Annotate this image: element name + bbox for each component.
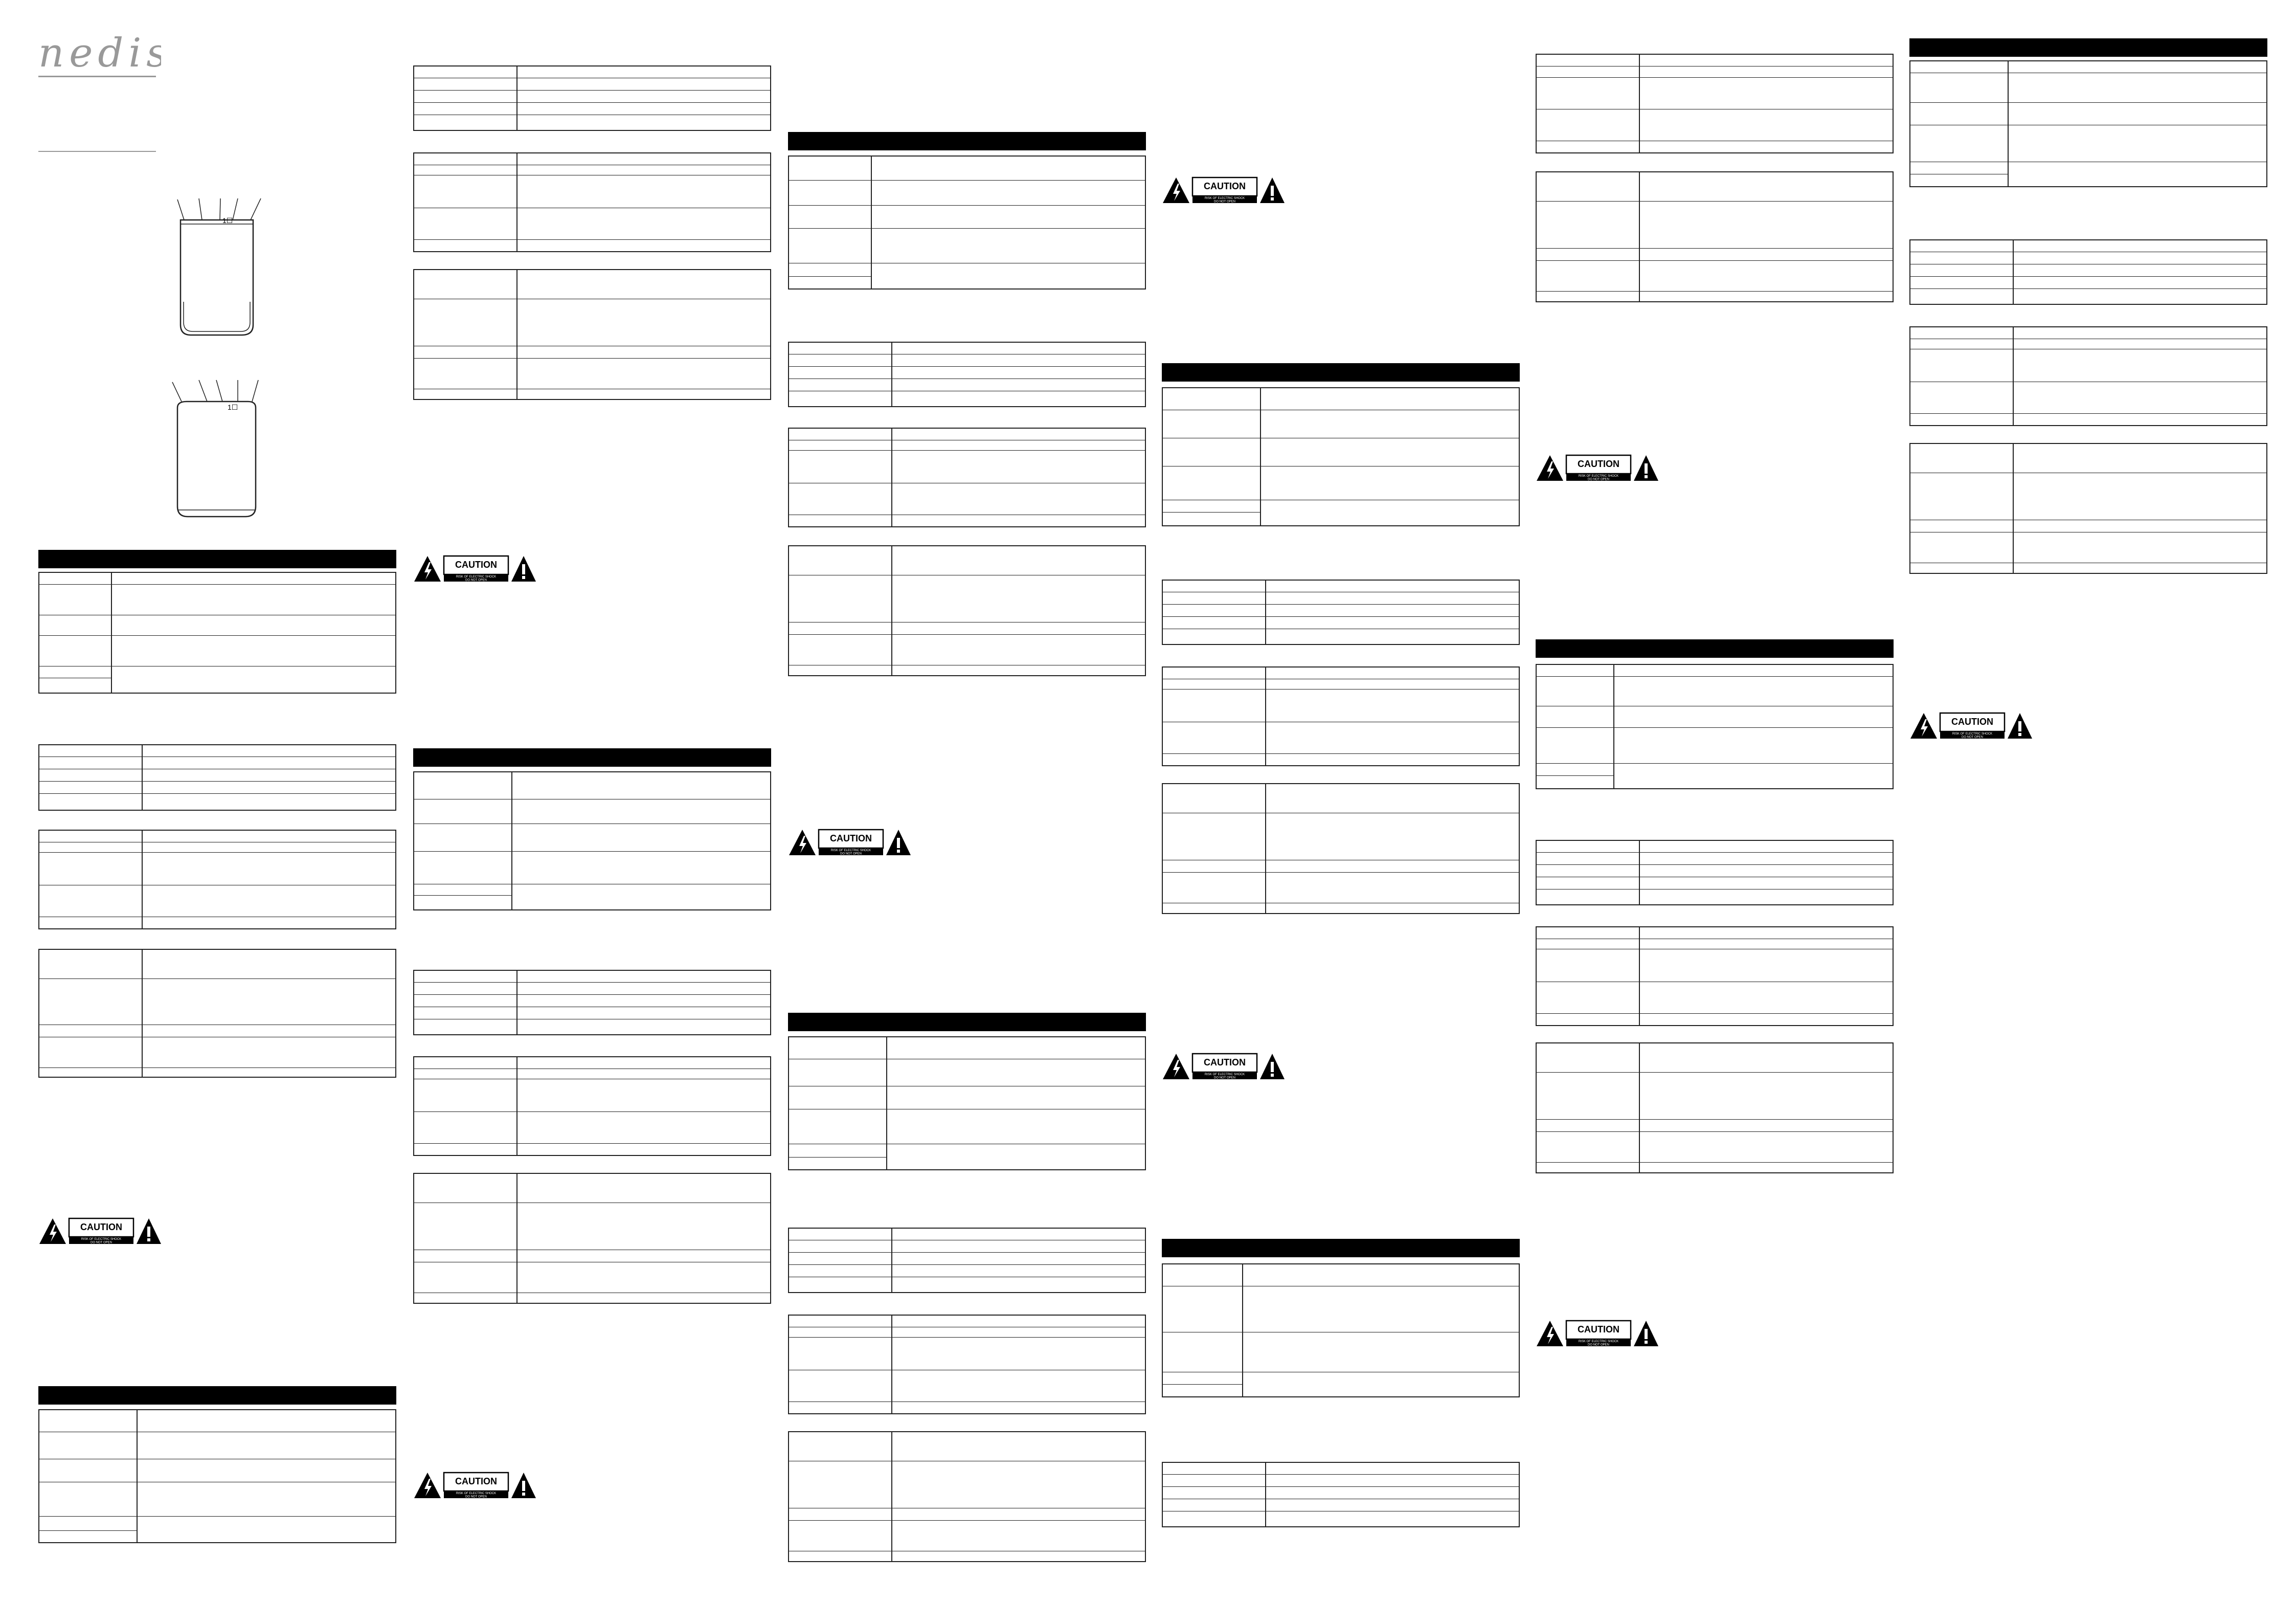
svg-text:RISK OF ELECTRIC SHOCK: RISK OF ELECTRIC SHOCK [1952, 732, 1993, 736]
section-heading-bar [1162, 1239, 1520, 1257]
feature-table [1162, 580, 1520, 645]
nedis-logo [38, 36, 161, 79]
feature-table [1909, 326, 2267, 426]
feature-table [788, 1431, 1146, 1562]
feature-table [38, 744, 396, 811]
feature-table [788, 1228, 1146, 1293]
section-heading-bar [413, 748, 771, 767]
feature-table [788, 428, 1146, 527]
svg-text:CAUTION: CAUTION [1204, 181, 1246, 191]
caution-label [1162, 1053, 1285, 1081]
feature-table [413, 269, 771, 400]
svg-text:DO NOT OPEN: DO NOT OPEN [465, 579, 487, 582]
svg-text:DO NOT OPEN: DO NOT OPEN [465, 1495, 487, 1499]
svg-text:CAUTION: CAUTION [1578, 1324, 1619, 1334]
feature-table [413, 152, 771, 252]
feature-table [413, 65, 771, 131]
feature-table [413, 1173, 771, 1304]
column-2 [413, 0, 771, 1624]
feature-table [1162, 1462, 1520, 1527]
svg-text:DO NOT OPEN: DO NOT OPEN [840, 852, 862, 856]
spec-table [1909, 60, 2267, 187]
svg-text:DO NOT OPEN: DO NOT OPEN [1588, 478, 1609, 481]
svg-text:DO NOT OPEN: DO NOT OPEN [1962, 736, 1983, 739]
caution-label [38, 1217, 161, 1246]
exclamation-warning-icon [137, 1218, 161, 1244]
feature-table [1909, 239, 2267, 305]
column-4 [1162, 0, 1520, 1624]
caution-title: CAUTION [80, 1222, 122, 1232]
svg-text:RISK OF ELECTRIC SHOCK: RISK OF ELECTRIC SHOCK [1204, 1073, 1245, 1076]
svg-text:DO NOT OPEN: DO NOT OPEN [1214, 200, 1235, 204]
feature-table [1909, 443, 2267, 574]
shock-warning-icon [39, 1218, 66, 1244]
spec-table [38, 1409, 396, 1543]
feature-table [1536, 54, 1894, 153]
feature-table [788, 1315, 1146, 1414]
section-heading-bar [38, 1386, 396, 1405]
spec-table [38, 572, 396, 694]
feature-table [413, 970, 771, 1035]
svg-text:CAUTION: CAUTION [1578, 459, 1619, 469]
svg-text:RISK OF ELECTRIC SHOCK: RISK OF ELECTRIC SHOCK [1578, 475, 1619, 478]
caution-label [413, 555, 536, 584]
logo-rule [38, 76, 156, 77]
device-diagram-back [166, 376, 289, 524]
svg-text:RISK OF ELECTRIC SHOCK: RISK OF ELECTRIC SHOCK [456, 575, 497, 579]
section-heading-bar [1536, 639, 1894, 658]
top-panel-label: 1☐ [222, 216, 233, 225]
device-diagram-front [166, 194, 289, 348]
spec-table [1536, 664, 1894, 789]
feature-table [1536, 171, 1894, 302]
caution-line1: RISK OF ELECTRIC SHOCK [81, 1238, 122, 1241]
caution-label [1536, 454, 1658, 483]
feature-table [1536, 926, 1894, 1026]
section-heading-bar [1909, 38, 2267, 57]
svg-text:1☐: 1☐ [228, 403, 238, 411]
column-3 [788, 0, 1146, 1624]
section-heading-bar [38, 550, 396, 568]
feature-table [1536, 840, 1894, 905]
spec-table [1162, 387, 1520, 526]
column-1 [38, 0, 396, 1624]
section-heading-bar [1162, 363, 1520, 382]
feature-table [1162, 783, 1520, 914]
svg-text:RISK OF ELECTRIC SHOCK: RISK OF ELECTRIC SHOCK [830, 849, 871, 852]
column-5 [1536, 0, 1894, 1624]
sub-rule [38, 151, 156, 152]
feature-table [38, 949, 396, 1078]
caution-label [788, 829, 911, 857]
svg-text:CAUTION: CAUTION [1204, 1057, 1246, 1067]
svg-text:CAUTION: CAUTION [455, 1476, 497, 1486]
column-6 [1909, 0, 2267, 1624]
brand-name: nedis [38, 36, 161, 76]
feature-table [413, 1056, 771, 1156]
spec-table [788, 155, 1146, 290]
spec-table [413, 771, 771, 910]
spec-table [1162, 1263, 1520, 1397]
caution-label [1162, 176, 1285, 205]
svg-text:RISK OF ELECTRIC SHOCK: RISK OF ELECTRIC SHOCK [1578, 1340, 1619, 1343]
caution-line2: DO NOT OPEN [91, 1241, 112, 1244]
svg-text:CAUTION: CAUTION [1951, 717, 1993, 727]
feature-table [1162, 666, 1520, 766]
feature-table [788, 545, 1146, 676]
svg-text:CAUTION: CAUTION [830, 833, 872, 843]
spec-table [788, 1036, 1146, 1170]
svg-text:DO NOT OPEN: DO NOT OPEN [1588, 1343, 1609, 1347]
section-heading-bar [788, 132, 1146, 150]
svg-text:RISK OF ELECTRIC SHOCK: RISK OF ELECTRIC SHOCK [1204, 197, 1245, 200]
feature-table [1536, 1042, 1894, 1173]
feature-table [38, 830, 396, 929]
section-heading-bar [788, 1013, 1146, 1031]
svg-text:DO NOT OPEN: DO NOT OPEN [1214, 1076, 1235, 1080]
svg-text:CAUTION: CAUTION [455, 560, 497, 570]
feature-table [788, 342, 1146, 407]
caution-label [1909, 712, 2032, 741]
caution-label [413, 1472, 536, 1500]
caution-label [1536, 1320, 1658, 1348]
svg-text:RISK OF ELECTRIC SHOCK: RISK OF ELECTRIC SHOCK [456, 1492, 497, 1495]
